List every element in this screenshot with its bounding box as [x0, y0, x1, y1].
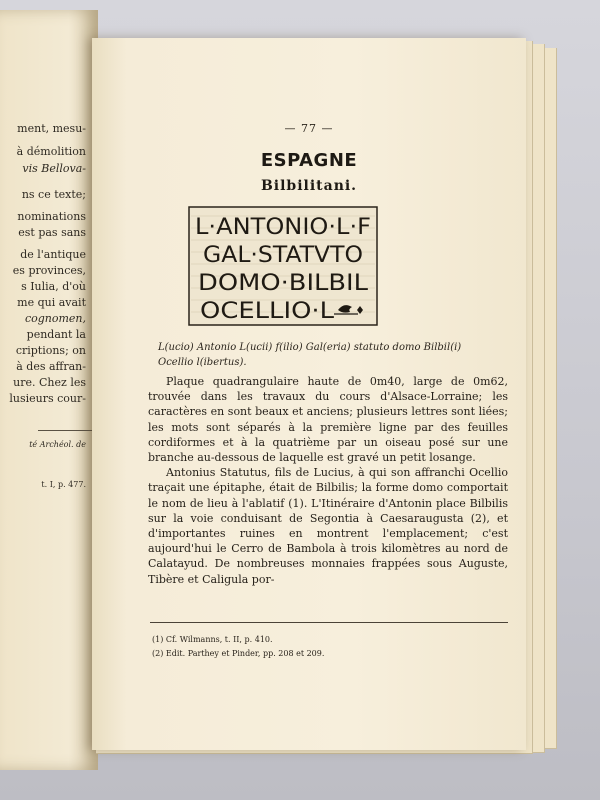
page-number: — 77 — [284, 122, 334, 135]
body-text [148, 374, 508, 587]
left-footnote: t. I, p. 477. [41, 480, 86, 489]
left-footnote: té Archéol. de [29, 440, 86, 449]
inscription-caption: L(ucio) Antonio L(ucii) f(ilio) Gal(eria) statuto domo Bilbil(i) Ocellio l(ibertus). [158, 342, 462, 368]
page-subheading: Bilbilitani. [260, 178, 358, 194]
left-line: cognomen, [24, 312, 86, 325]
inscription-illustration [188, 206, 378, 326]
inscription-line: OCELLIO·L [200, 299, 335, 324]
left-line: ure. Chez les [13, 376, 86, 389]
left-line: de l'antique [20, 248, 86, 261]
inscription-line: L·ANTONIO·L·F [195, 215, 371, 240]
left-line: lusieurs cour- [9, 392, 86, 405]
page-heading: ESPAGNE [260, 150, 358, 171]
inscription-line: GAL·STATVTO [203, 243, 363, 268]
left-line: à démolition [16, 145, 86, 158]
paragraph: Antonius Statutus, fils de Lucius, à qui son affranchi Ocellio traçait une épitaphe, était de Bilbilis; la forme domo comportait le nom de lieu à l'ablatif (1). L'Itinéraire d'Antonin place Bilbilis sur la voie conduisant de Segontia à Caesaraugusta (2), et d'importantes ruines en montrent l'emplacement; c'est aujourd'hui le Cerro de Bambola à trois kilomètres au nord de Calatayud. De nombreuses monnaies frappées sous Auguste, Tibère et Caligula por- [148, 466, 508, 586]
left-line: vis Bellova- [22, 162, 86, 175]
footnote: (2) Edit. Parthey et Pinder, pp. 208 et 209. [152, 649, 325, 658]
paragraph: Plaque quadrangulaire haute de 0m40, large de 0m62, trouvée dans les travaux du cours d'Alsace-Lorraine; les caractères en sont beaux et anciens; plusieurs lettres sont liées; les mots sont séparés à la première ligne par des feuilles cordiformes et à la quatrième par un oiseau posé sur une branche au-dessous de laquelle est gravé un petit losange. [148, 375, 508, 465]
left-line: s Iulia, d'où [21, 280, 86, 293]
left-footnote-rule [38, 430, 98, 431]
left-line: es provinces, [12, 264, 86, 277]
footnote: (1) Cf. Wilmanns, t. II, p. 410. [152, 635, 273, 644]
left-line: criptions; on [15, 344, 86, 357]
footnotes [152, 633, 512, 661]
left-line: ns ce texte; [21, 188, 86, 201]
inscription-line: DOMO·BILBIL [198, 271, 369, 296]
main-page [92, 38, 526, 750]
left-line: pendant la [26, 328, 86, 341]
left-page [0, 10, 98, 770]
left-line: me qui avait [17, 296, 86, 309]
footnote-rule [150, 622, 508, 623]
left-line: est pas sans [18, 226, 86, 239]
left-line: ment, mesu- [17, 122, 86, 135]
left-line: nominations [17, 210, 86, 223]
left-line: à des affran- [16, 360, 86, 373]
